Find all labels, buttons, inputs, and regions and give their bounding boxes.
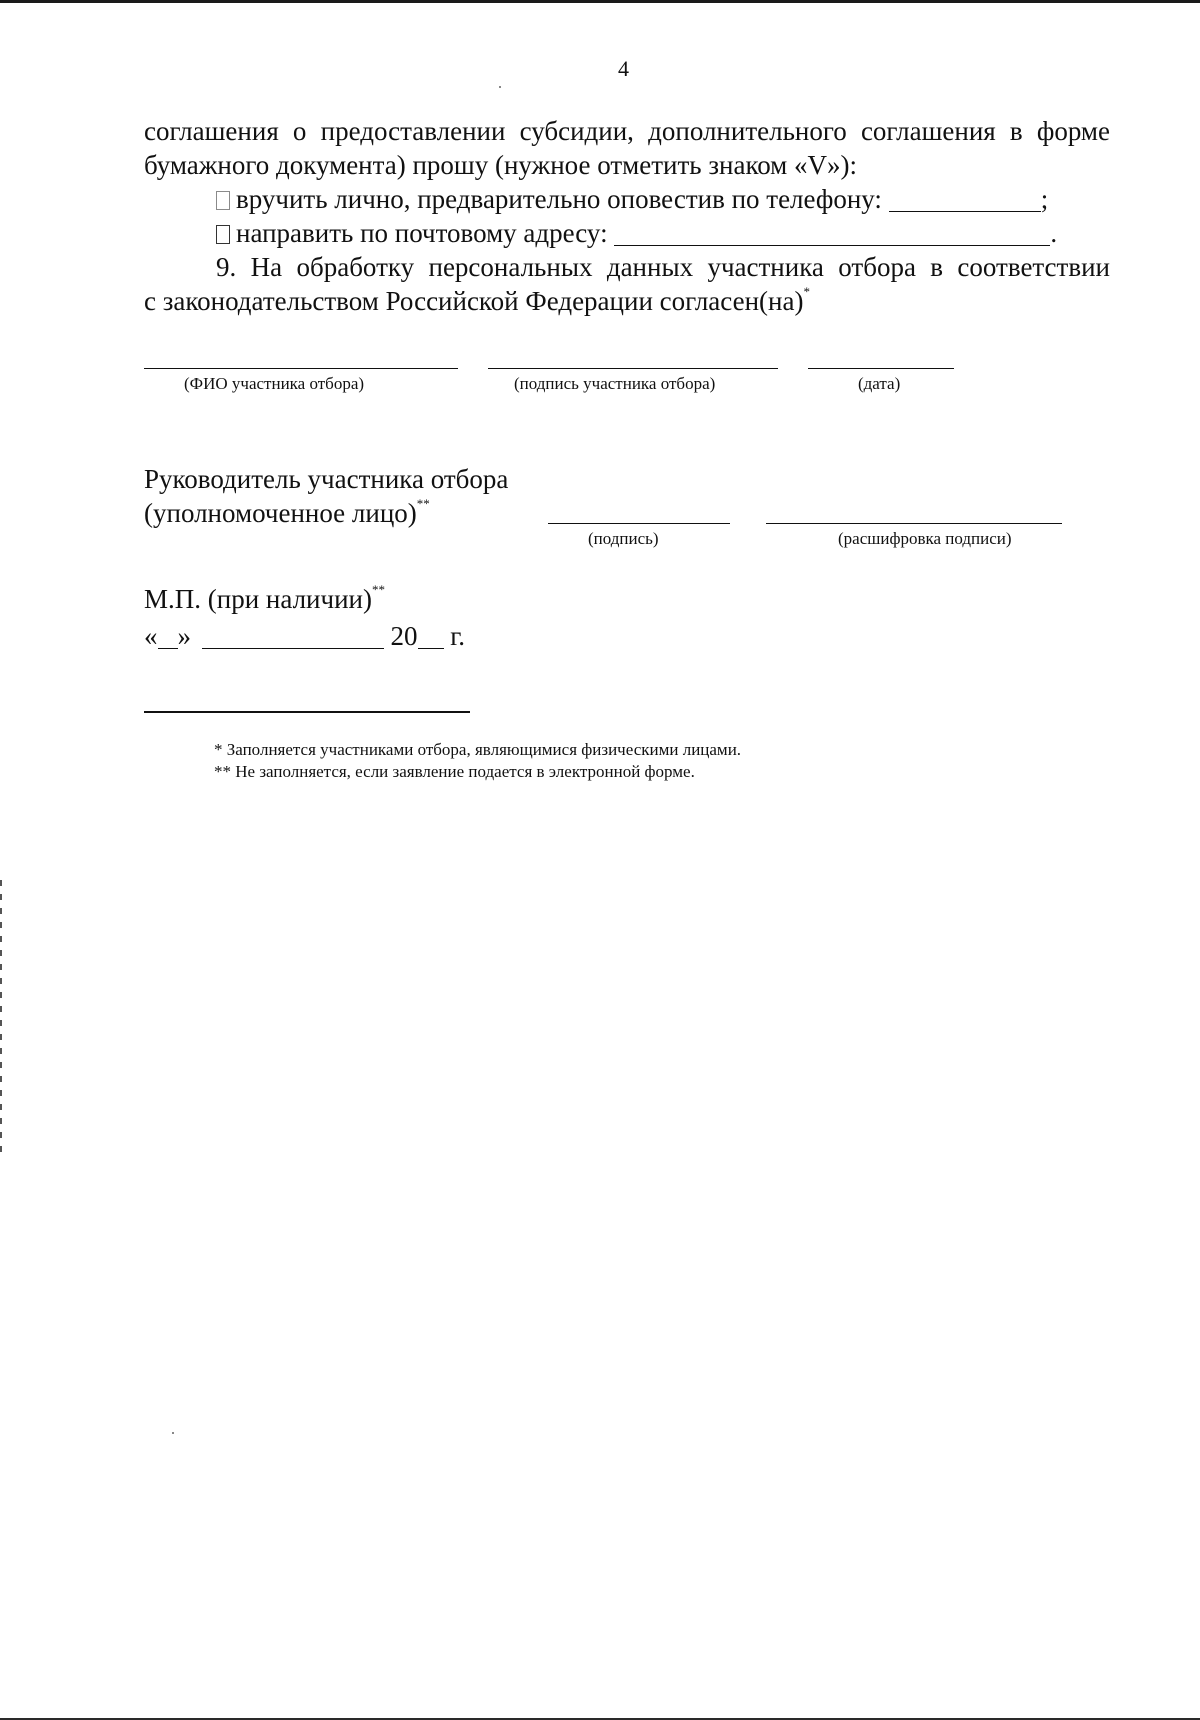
fio-caption: (ФИО участника отбора) — [184, 374, 365, 393]
stamp-label: М.П. (при наличии) — [144, 584, 372, 614]
footnote-2: ** Не заполняется, если заявление подается в электронной форме. — [214, 762, 695, 781]
paragraph-9-line: 9. На обработку персональных данных участника отбора в соответствии — [216, 252, 1110, 282]
month-blank[interactable] — [202, 622, 384, 649]
checkbox-personal[interactable] — [216, 191, 230, 210]
date-line-short[interactable] — [808, 368, 954, 369]
address-blank[interactable] — [614, 219, 1050, 246]
fio-line[interactable] — [144, 368, 458, 369]
scan-edge-top — [0, 0, 1200, 3]
head-decoding-line[interactable] — [766, 523, 1062, 524]
paragraph-line: соглашения о предоставлении субсидии, дополнительного соглашения в форме — [144, 116, 1110, 146]
option-post-label: направить по почтовому адресу: — [236, 218, 608, 248]
day-blank[interactable] — [158, 622, 178, 649]
date-caption: (дата) — [858, 374, 901, 393]
year-prefix: 20 — [390, 621, 418, 651]
phone-blank[interactable] — [889, 185, 1041, 212]
head-label-line2 — [144, 496, 430, 530]
footnote-1: * Заполняется участниками отбора, являющимися физическими лицами. — [214, 740, 742, 759]
delivery-option-post — [144, 216, 1110, 250]
footnote-mark: ** — [416, 496, 430, 511]
head-signature-line[interactable] — [548, 523, 730, 524]
authorized-person-label: (уполномоченное лицо) — [144, 498, 417, 528]
head-label-line1: Руководитель участника отбора — [144, 464, 509, 494]
scan-speck — [172, 1432, 174, 1434]
open-quote: « — [144, 621, 158, 651]
footnote-mark: * — [803, 284, 810, 299]
footnote-separator — [144, 711, 470, 713]
date-fill-line — [144, 619, 465, 653]
page-number: 4 — [618, 56, 629, 81]
head-signature-caption: (подпись) — [588, 529, 659, 548]
option-personal-label: вручить лично, предварительно оповестив по телефону: — [236, 184, 882, 214]
option-personal-end: ; — [1040, 184, 1049, 214]
participant-signature-line[interactable] — [488, 368, 778, 369]
checkbox-post[interactable] — [216, 225, 230, 244]
paragraph-9-line — [144, 284, 1110, 318]
scan-edge-left — [0, 880, 2, 1160]
scan-speck — [499, 86, 501, 88]
year-suffix: г. — [450, 621, 466, 651]
close-quote: » — [177, 621, 191, 651]
consent-text: с законодательством Российской Федерации согласен(на) — [144, 286, 804, 316]
delivery-option-personal — [144, 182, 1110, 216]
year-blank[interactable] — [418, 622, 444, 649]
option-post-end: . — [1050, 218, 1058, 248]
stamp-line — [144, 582, 385, 616]
footnote-mark: ** — [371, 582, 385, 597]
head-decoding-caption: (расшифровка подписи) — [838, 529, 1012, 548]
paragraph-line: бумажного документа) прошу (нужное отметить знаком «V»): — [144, 150, 858, 180]
participant-signature-caption: (подпись участника отбора) — [514, 374, 716, 393]
